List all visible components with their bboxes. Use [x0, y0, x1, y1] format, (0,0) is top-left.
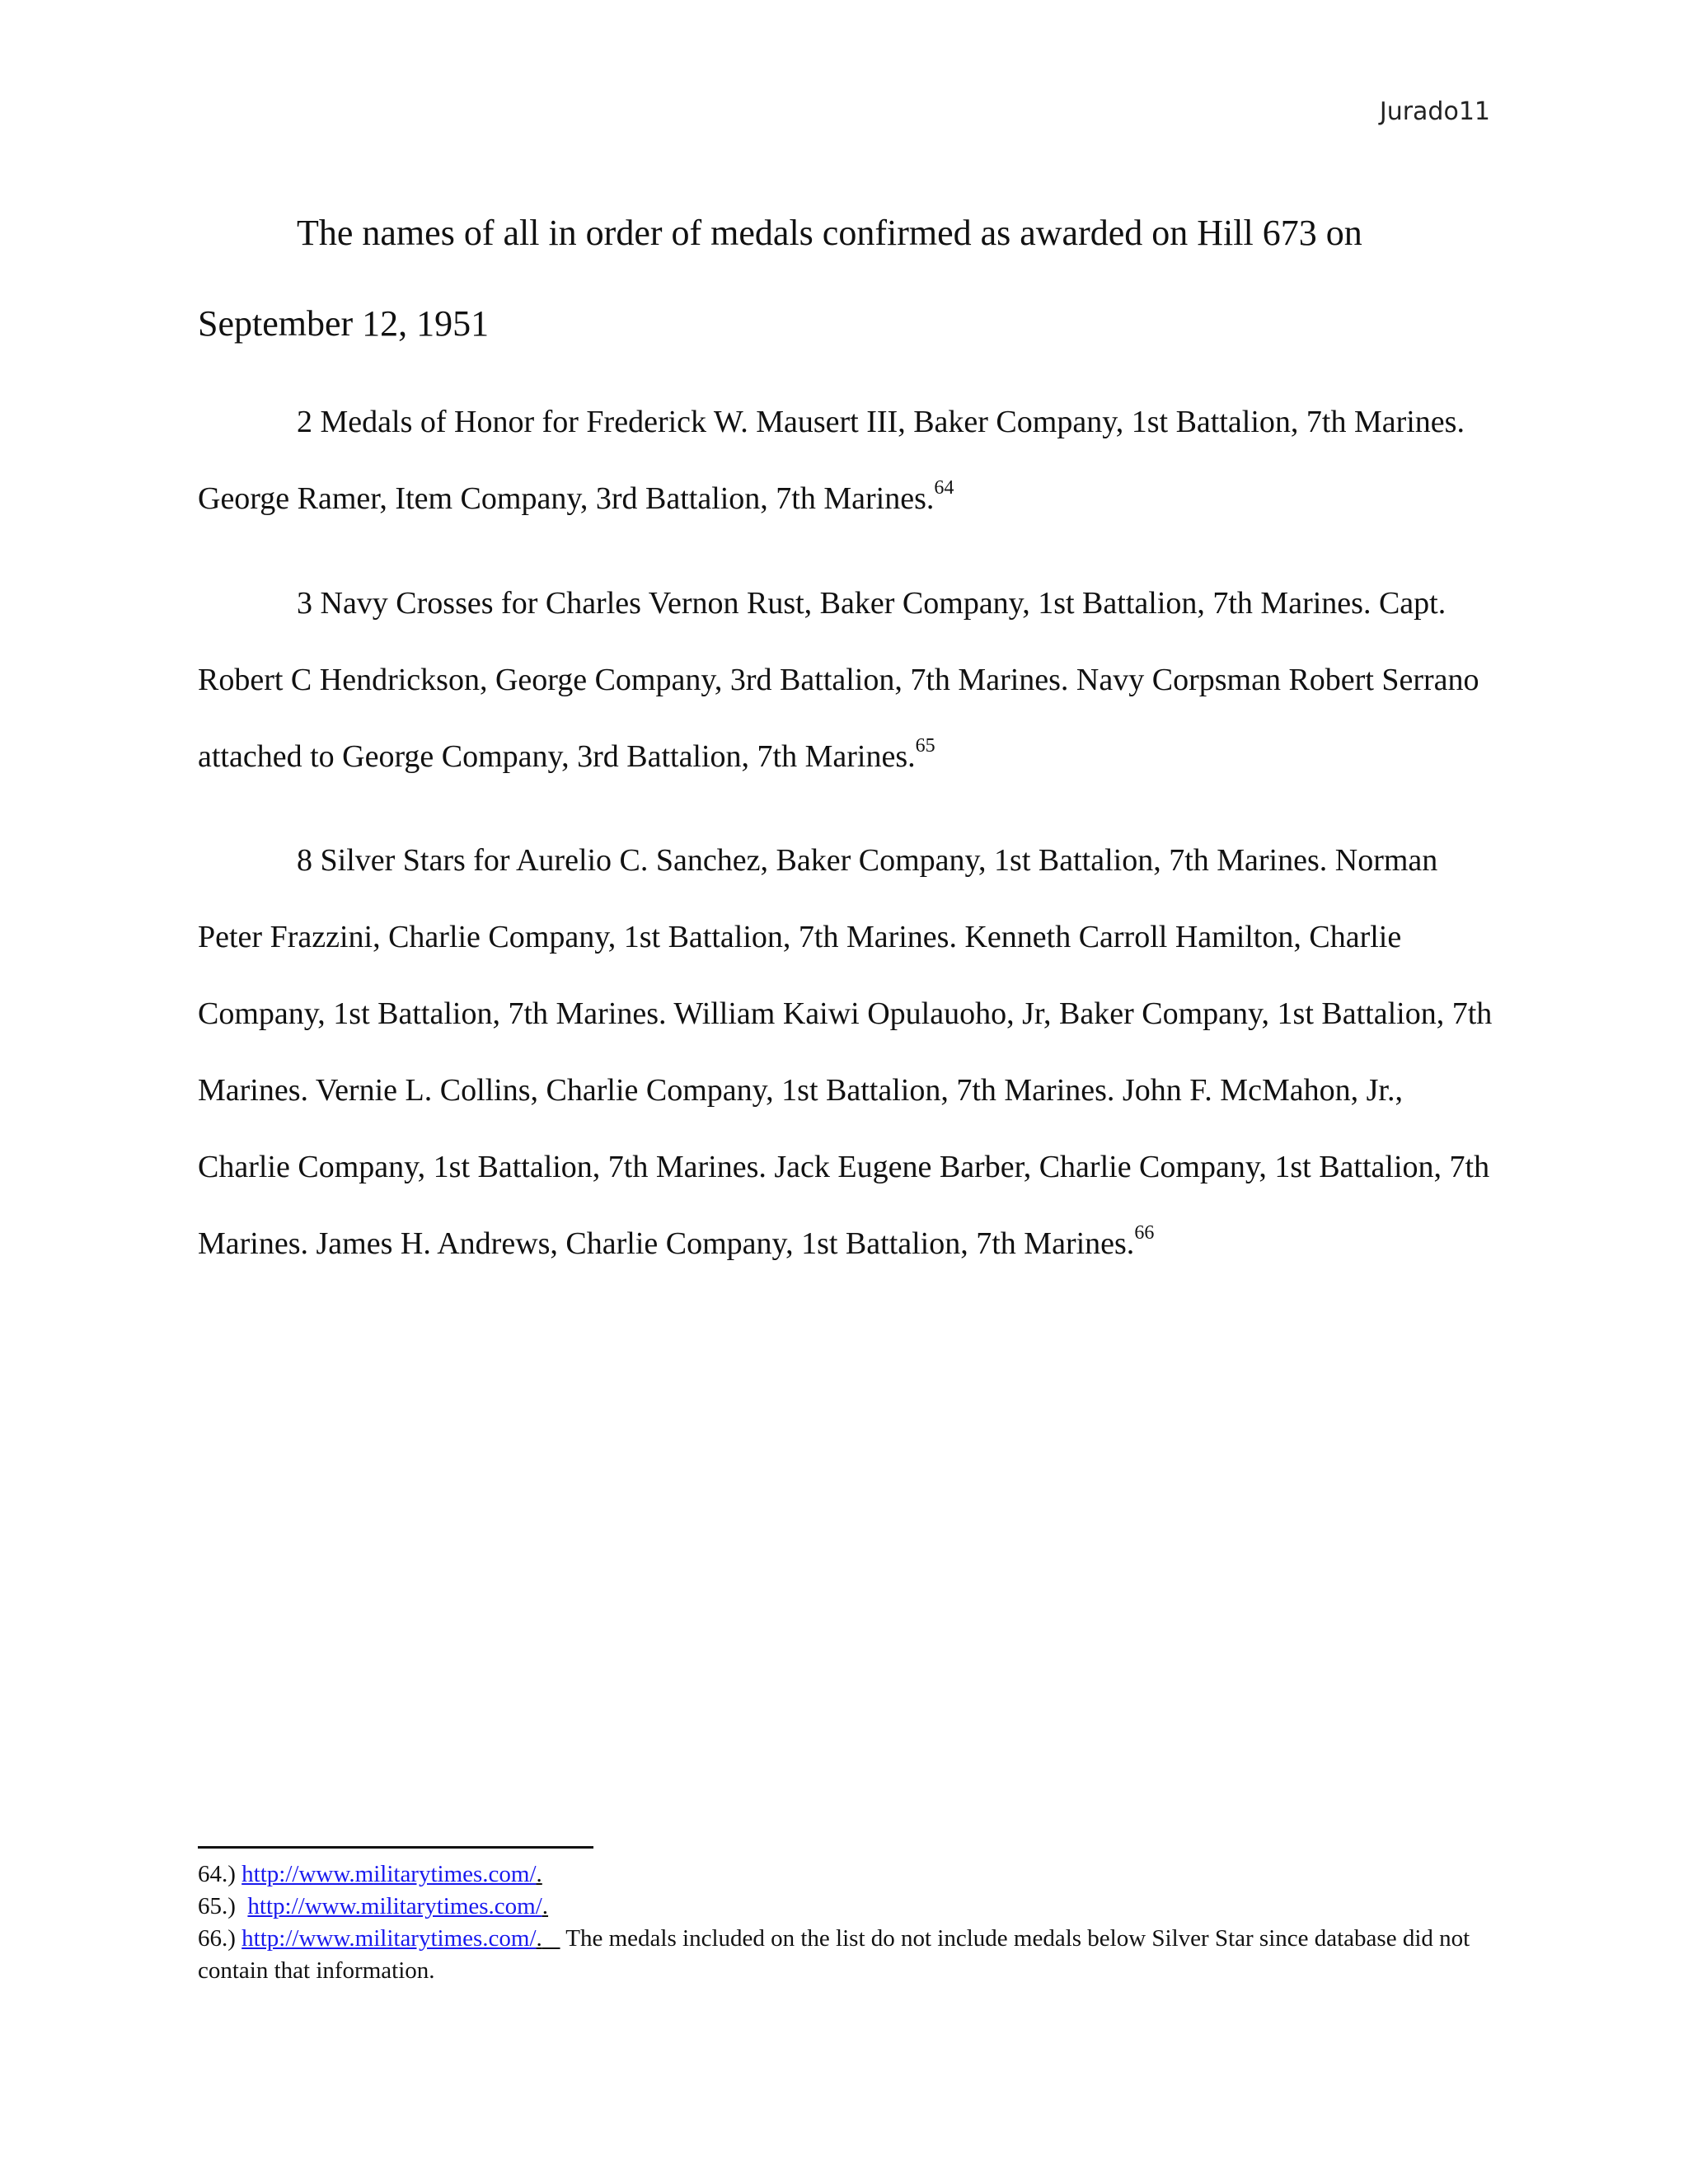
footnote-period: .	[542, 1893, 549, 1919]
footnote-note: The medals included on the list do not include medals below Silver Star since database did not contain that information.	[198, 1925, 1470, 1984]
footnote-ref-64[interactable]: 64	[934, 477, 954, 499]
footnote-ref-66[interactable]: 66	[1134, 1222, 1155, 1244]
footnote-link[interactable]: http://www.militarytimes.com/	[241, 1861, 537, 1887]
footnote-number: 66.)	[198, 1925, 236, 1952]
footnote-link[interactable]: http://www.militarytimes.com/	[247, 1893, 542, 1919]
footnotes	[198, 1858, 1517, 1987]
paragraph-text: 3 Navy Crosses for Charles Vernon Rust, Baker Company, 1st Battalion, 7th Marines. Capt. Robert C Hendrickson, George Company, 3rd Battalion, 7th Marines. Navy Corpsman Robert Serrano attached to George Company, 3rd Battalion, 7th Marines.	[198, 586, 1479, 774]
paragraph-text: 2 Medals of Honor for Frederick W. Mausert III, Baker Company, 1st Battalion, 7th Marines. George Ramer, Item Company, 3rd Battalion, 7th Marines.	[198, 405, 1465, 516]
footnote-number: 65.)	[198, 1893, 236, 1919]
footnote-64	[198, 1858, 1517, 1891]
footnote-separator	[198, 1846, 593, 1849]
paragraph-silver-stars	[198, 823, 1500, 1282]
paragraph-navy-crosses	[198, 565, 1500, 795]
footnote-link[interactable]: http://www.militarytimes.com/	[241, 1925, 537, 1952]
footnote-65	[198, 1891, 1517, 1923]
footnote-number: 64.)	[198, 1861, 236, 1887]
running-head: Jurado11	[1379, 97, 1490, 126]
footnote-period: .	[536, 1861, 542, 1887]
footnote-66	[198, 1923, 1517, 1987]
paragraph-medals-of-honor	[198, 384, 1500, 537]
section-title	[198, 188, 1500, 369]
footnote-period: .	[536, 1925, 542, 1952]
footnote-ref-65[interactable]: 65	[915, 735, 935, 757]
title-line-1: The names of all in order of medals confirmed as awarded on Hill 673 on	[297, 213, 1362, 253]
paragraph-text: 8 Silver Stars for Aurelio C. Sanchez, Baker Company, 1st Battalion, 7th Marines. Norman Peter Frazzini, Charlie Company, 1st Battalion, 7th Marines. Kenneth Carroll Hamilton, Charlie Company, 1st Battalion, 7th Marines. William Kaiwi Opulauoho, Jr, Baker Company, 1st Battalion, 7th Marines. Vernie L. Collins, Charlie Company, 1st Battalion, 7th Marines. John F. McMahon, Jr., Charlie Company, 1st Battalion, 7th Marines. Jack Eugene Barber, Charlie Company, 1st Battalion, 7th Marines. James H. Andrews, Charlie Company, 1st Battalion, 7th Marines.	[198, 843, 1493, 1261]
title-line-2: September 12, 1951	[198, 303, 490, 344]
